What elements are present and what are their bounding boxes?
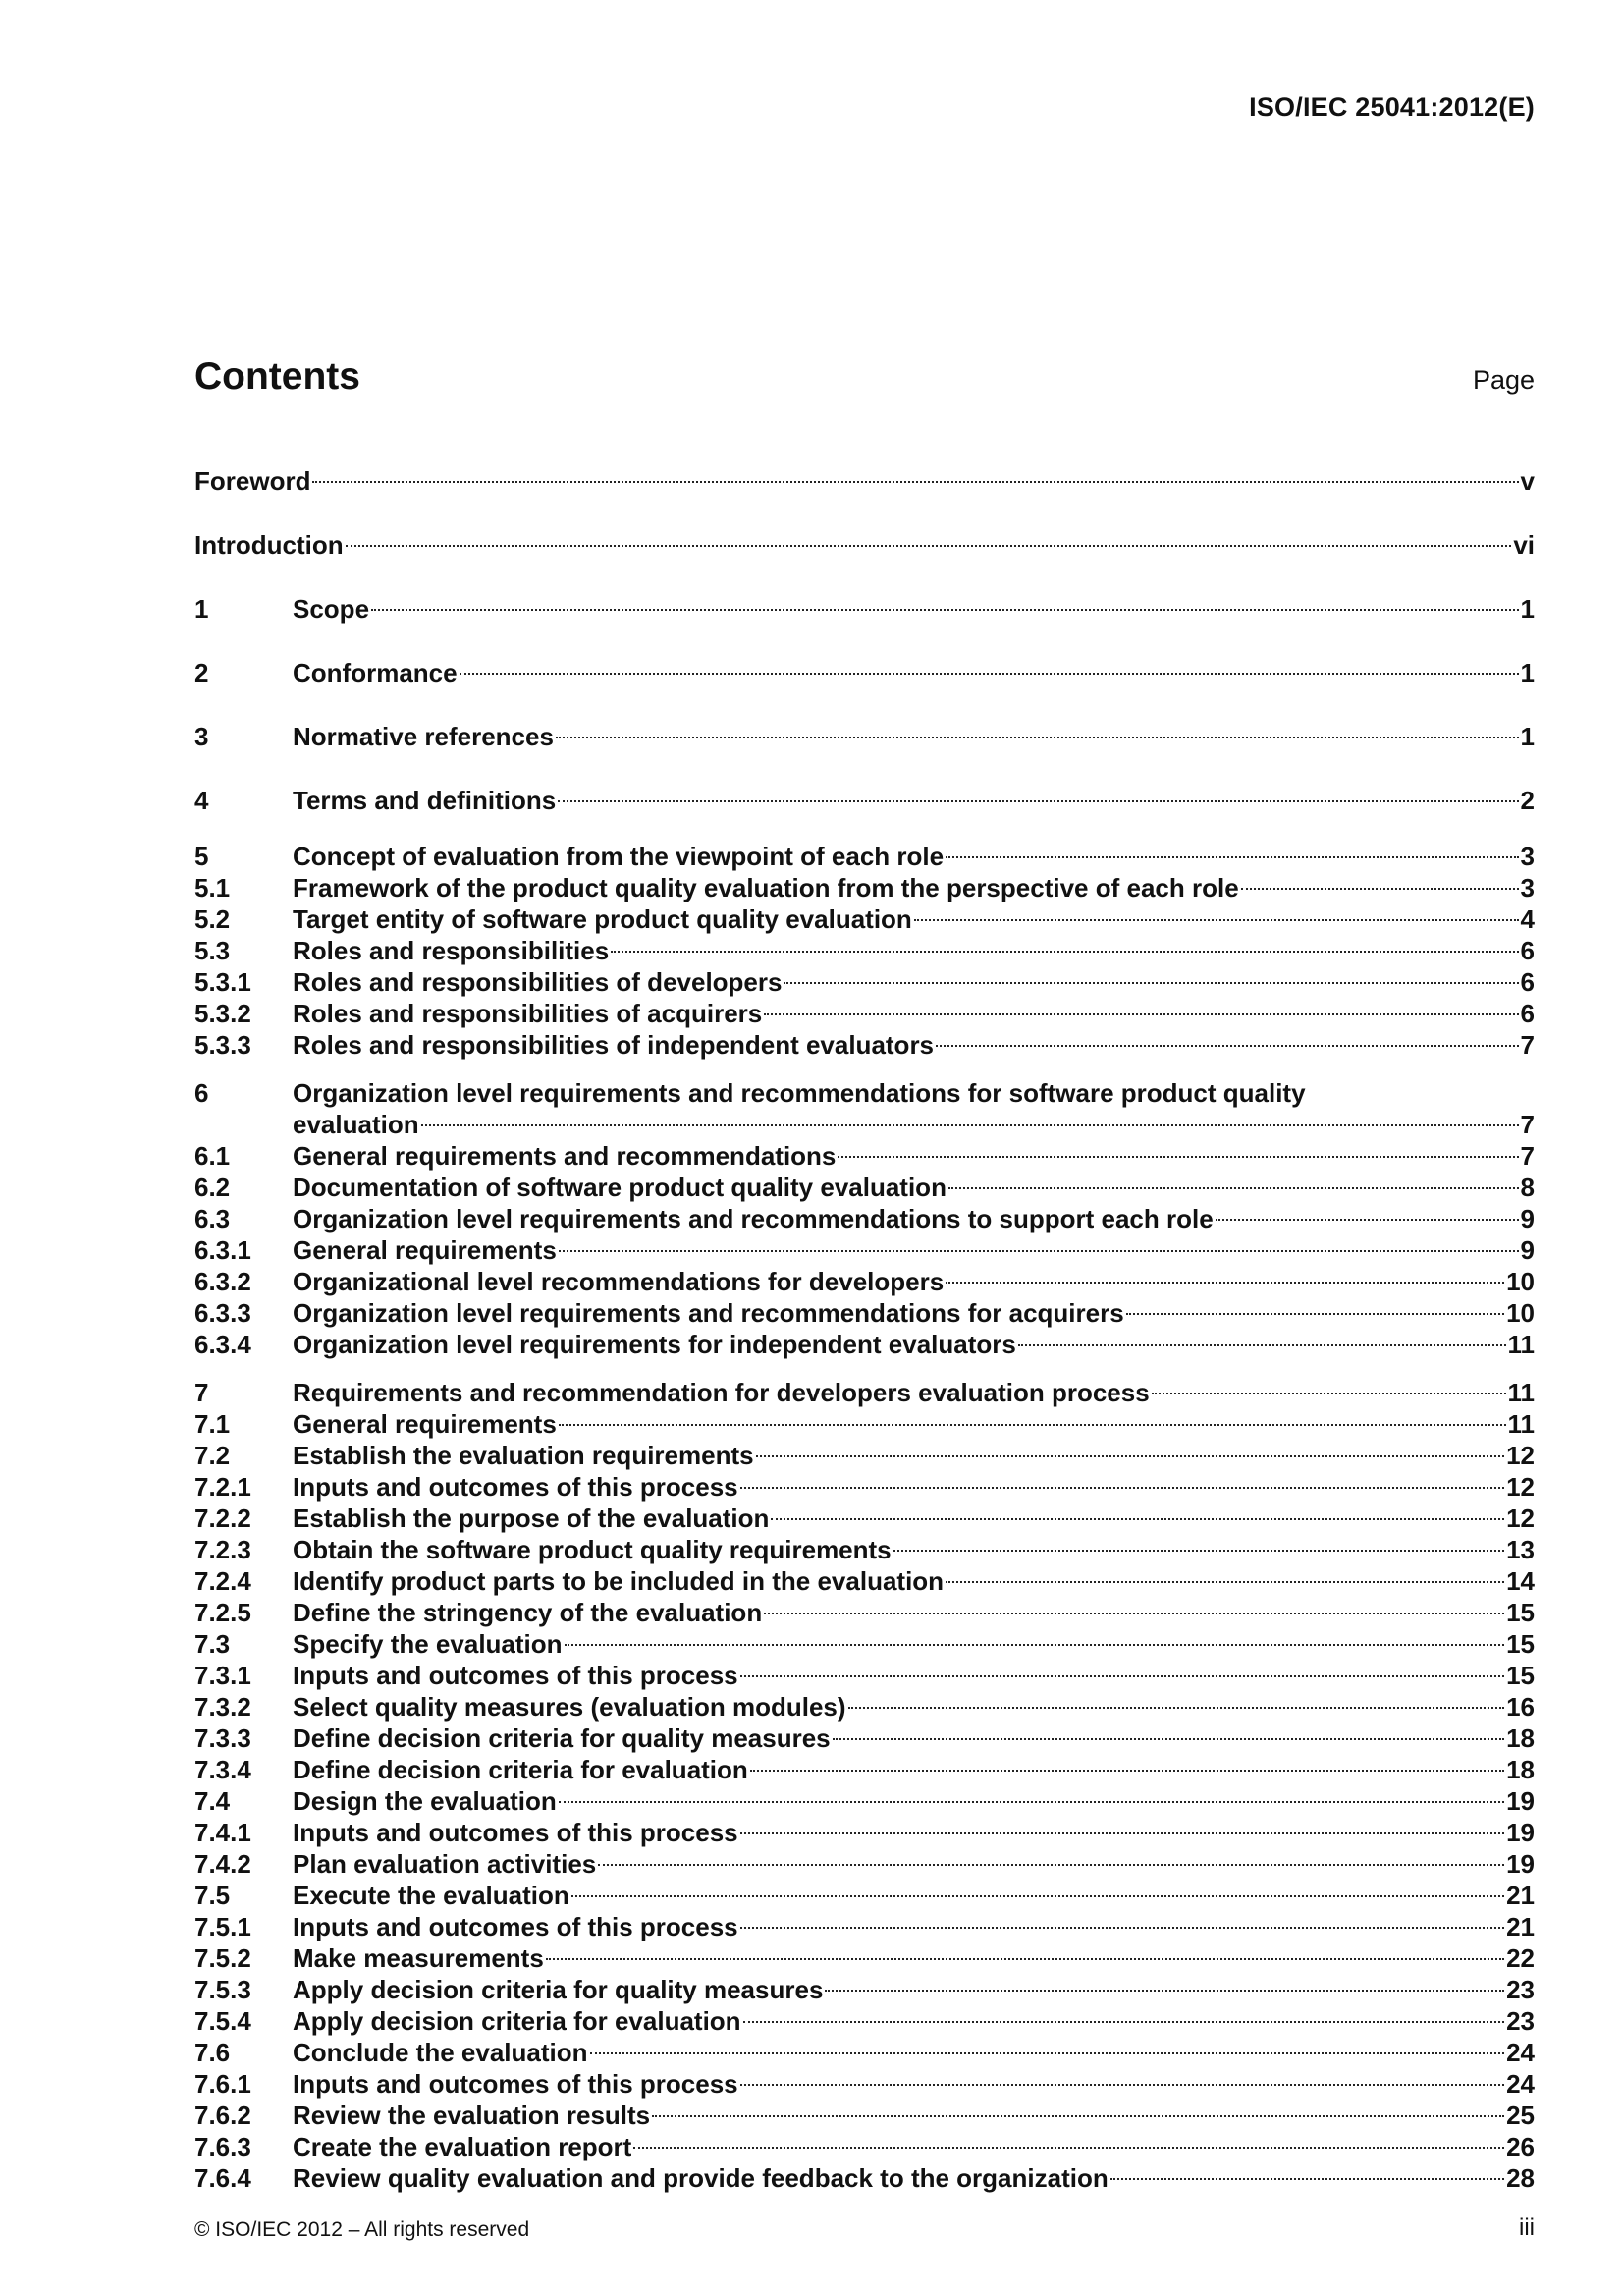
toc-entry-title: Conclude the evaluation — [293, 2038, 588, 2067]
toc-entry-title: Organization level requirements and recommendations for acquirers — [293, 1298, 1124, 1328]
toc-entry-title: Identify product parts to be included in the evaluation — [293, 1566, 945, 1596]
toc-entry-title: Concept of evaluation from the viewpoint of each role — [293, 842, 945, 871]
toc-entry-page: 19 — [1506, 1786, 1535, 1816]
dot-leader — [833, 1738, 1504, 1740]
toc-entry[interactable] — [194, 998, 1535, 1029]
toc-entry[interactable] — [194, 1329, 1535, 1360]
toc-entry[interactable] — [194, 1266, 1535, 1297]
toc-entry-number: 2 — [194, 658, 209, 687]
toc-entry-number: 7.3.4 — [194, 1755, 251, 1784]
toc-entry-title: Create the evaluation report — [293, 2132, 632, 2161]
toc-entry-page: 28 — [1506, 2163, 1535, 2193]
toc-entry-page: 1 — [1520, 658, 1535, 687]
toc-group — [194, 841, 1535, 1061]
toc-entry-page: 16 — [1506, 1692, 1535, 1722]
dot-leader — [838, 1156, 1518, 1158]
toc-entry[interactable] — [194, 521, 1535, 569]
toc-entry-page: 10 — [1506, 1267, 1535, 1296]
toc-entry-page: 9 — [1520, 1235, 1535, 1265]
toc-entry[interactable] — [194, 1297, 1535, 1329]
dot-leader — [1126, 1313, 1504, 1315]
toc-entry-title: Obtain the software product quality requirements — [293, 1535, 892, 1564]
toc-entry[interactable] — [194, 1911, 1535, 1942]
toc-entry-number: 7.6 — [194, 2038, 231, 2067]
toc-entry-page: 10 — [1506, 1298, 1535, 1328]
toc-entry-number: 6.3.2 — [194, 1267, 251, 1296]
dot-leader — [312, 481, 1518, 483]
toc-entry[interactable] — [194, 1565, 1535, 1597]
toc-entry-page: 11 — [1507, 1330, 1535, 1359]
toc-entry-title: Define decision criteria for quality measures — [293, 1723, 831, 1753]
toc-entry-page: 14 — [1506, 1566, 1535, 1596]
toc-entry[interactable] — [194, 1848, 1535, 1880]
toc-entry[interactable] — [194, 872, 1535, 903]
toc-entry-title: Target entity of software product quality evaluation — [293, 904, 912, 934]
dot-leader — [571, 1895, 1504, 1897]
dot-leader — [1018, 1344, 1506, 1346]
toc-entry-number: 7.5.3 — [194, 1975, 251, 2004]
toc-entry-page: 3 — [1520, 842, 1535, 871]
toc-entry-title: Foreword — [194, 466, 311, 496]
dot-leader — [740, 1832, 1504, 1834]
toc-entry-page: 21 — [1506, 1912, 1535, 1941]
toc-entry-title: Roles and responsibilities of independent evaluators — [293, 1030, 935, 1060]
dot-leader — [598, 1864, 1504, 1866]
toc-entry-title: Establish the purpose of the evaluation — [293, 1503, 770, 1533]
copyright-notice: © ISO/IEC 2012 – All rights reserved — [194, 2218, 530, 2241]
toc-entry-page: 7 — [1520, 1141, 1535, 1171]
toc-entry-title: Inputs and outcomes of this process — [293, 1472, 738, 1502]
toc-entry-number: 7.2.1 — [194, 1472, 251, 1502]
toc-entry-page: 8 — [1520, 1173, 1535, 1202]
toc-entry[interactable] — [194, 2131, 1535, 2162]
toc-entry[interactable] — [194, 1234, 1535, 1266]
toc-entry-page: 18 — [1506, 1723, 1535, 1753]
dot-leader — [421, 1124, 1519, 1126]
toc-entry-page: 1 — [1520, 722, 1535, 751]
toc-entry-number: 7.3 — [194, 1629, 231, 1659]
toc-entry[interactable] — [194, 1660, 1535, 1691]
toc-entry-number: 7.5 — [194, 1881, 231, 1910]
toc-entry-title: Apply decision criteria for quality measures — [293, 1975, 824, 2004]
toc-entry-number: 6.3.3 — [194, 1298, 251, 1328]
dot-leader — [1152, 1393, 1506, 1394]
toc-group — [194, 585, 1535, 632]
toc-entry[interactable] — [194, 1377, 1535, 1408]
toc-entry-page: 1 — [1520, 594, 1535, 624]
toc-entry-number: 7 — [194, 1378, 209, 1407]
page-number: iii — [1519, 2214, 1535, 2241]
toc-entry-number: 6.3.1 — [194, 1235, 251, 1265]
toc-entry-number: 7.6.4 — [194, 2163, 251, 2193]
dot-leader — [771, 1518, 1504, 1520]
toc-entry-page: 18 — [1506, 1755, 1535, 1784]
toc-entry-page: 26 — [1506, 2132, 1535, 2161]
toc-entry-page: 15 — [1506, 1598, 1535, 1627]
dot-leader — [460, 673, 1519, 675]
toc-entry-number: 5.3.1 — [194, 967, 251, 997]
dot-leader — [1241, 888, 1519, 890]
toc-entry-page: 22 — [1506, 1943, 1535, 1973]
toc-entry-number: 4 — [194, 786, 209, 815]
toc-entry-page: 2 — [1520, 786, 1535, 815]
toc-entry[interactable] — [194, 1754, 1535, 1785]
toc-entry-page: 12 — [1506, 1503, 1535, 1533]
toc-entry[interactable] — [194, 966, 1535, 998]
toc-entry-page: 6 — [1520, 999, 1535, 1028]
contents-title: Contents — [194, 355, 360, 398]
toc-entry-title: Introduction — [194, 530, 344, 560]
toc-entry-page: 3 — [1520, 873, 1535, 902]
toc-entry-page: 15 — [1506, 1661, 1535, 1690]
toc-entry-number: 7.2.3 — [194, 1535, 251, 1564]
toc-entry-number: 5 — [194, 842, 209, 871]
toc-entry[interactable] — [194, 935, 1535, 966]
toc-entry-page: 13 — [1506, 1535, 1535, 1564]
toc-entry[interactable] — [194, 2068, 1535, 2100]
dot-leader — [1110, 2178, 1504, 2180]
toc-group — [194, 1377, 1535, 2194]
toc-entry-title: General requirements — [293, 1409, 557, 1439]
toc-entry[interactable] — [194, 1077, 1535, 1109]
toc-entry-number: 5.3 — [194, 936, 231, 965]
toc-entry-number: 7.4.2 — [194, 1849, 251, 1879]
toc-entry-page: v — [1520, 466, 1535, 496]
dot-leader — [936, 1045, 1519, 1047]
toc-entry-title: Normative references — [293, 722, 554, 751]
toc-entry-number: 7.2.2 — [194, 1503, 251, 1533]
dot-leader — [633, 2147, 1504, 2149]
toc-entry-title: Review the evaluation results — [293, 2101, 651, 2130]
toc-entry-title: Requirements and recommendation for developers evaluation process — [293, 1378, 1150, 1407]
toc-entry[interactable] — [194, 2162, 1535, 2194]
toc-entry-continuation[interactable] — [194, 1109, 1535, 1140]
toc-entry-page: 19 — [1506, 1818, 1535, 1847]
toc-entry-title: Define the stringency of the evaluation — [293, 1598, 763, 1627]
toc-entry-page: 24 — [1506, 2069, 1535, 2099]
toc-entry-page: 12 — [1506, 1441, 1535, 1470]
toc-entry-title: Roles and responsibilities of acquirers — [293, 999, 763, 1028]
toc-entry[interactable] — [194, 1691, 1535, 1722]
toc-entry-title-continuation: evaluation — [293, 1110, 419, 1139]
toc-entry[interactable] — [194, 1029, 1535, 1061]
dot-leader — [764, 1613, 1504, 1614]
toc-entry-title: Define decision criteria for evaluation — [293, 1755, 748, 1784]
toc-entry-number: 1 — [194, 594, 209, 624]
toc-entry[interactable] — [194, 841, 1535, 872]
toc-entry-title: Organization level requirements for independent evaluators — [293, 1330, 1016, 1359]
toc-entry-number: 7.5.1 — [194, 1912, 251, 1941]
toc-entry-number: 5.3.2 — [194, 999, 251, 1028]
toc-entry-number: 6.2 — [194, 1173, 231, 1202]
toc-entry-number: 7.5.2 — [194, 1943, 251, 1973]
toc-group — [194, 649, 1535, 696]
dot-leader — [559, 1250, 1519, 1252]
dot-leader — [948, 1187, 1519, 1189]
toc-entry[interactable] — [194, 1597, 1535, 1628]
dot-leader — [558, 800, 1518, 802]
toc-entry[interactable] — [194, 1534, 1535, 1565]
toc-entry-number: 7.4.1 — [194, 1818, 251, 1847]
toc-entry-page: 25 — [1506, 2101, 1535, 2130]
toc-group — [194, 777, 1535, 824]
dot-leader — [750, 1770, 1504, 1772]
toc-entry-title: Inputs and outcomes of this process — [293, 1912, 738, 1941]
toc-entry[interactable] — [194, 1785, 1535, 1817]
toc-entry-page: 21 — [1506, 1881, 1535, 1910]
toc-entry-title: Review quality evaluation and provide feedback to the organization — [293, 2163, 1109, 2193]
toc-entry-title: Apply decision criteria for evaluation — [293, 2006, 741, 2036]
toc-entry-number: 6 — [194, 1078, 209, 1108]
toc-entry-title: Scope — [293, 594, 370, 624]
toc-group — [194, 458, 1535, 505]
toc-entry-number: 7.5.4 — [194, 2006, 251, 2036]
toc-entry[interactable] — [194, 713, 1535, 760]
toc-entry-title: Inputs and outcomes of this process — [293, 1818, 738, 1847]
page-column-label: Page — [1472, 365, 1535, 395]
toc-entry-title: Design the evaluation — [293, 1786, 557, 1816]
toc-entry-number: 7.6.3 — [194, 2132, 251, 2161]
toc-entry[interactable] — [194, 649, 1535, 696]
toc-entry[interactable] — [194, 903, 1535, 935]
toc-entry[interactable] — [194, 2005, 1535, 2037]
toc-entry[interactable] — [194, 1942, 1535, 1974]
toc-entry-title: Establish the evaluation requirements — [293, 1441, 754, 1470]
dot-leader — [914, 919, 1519, 921]
toc-entry[interactable] — [194, 458, 1535, 505]
toc-entry-number: 7.2.5 — [194, 1598, 251, 1627]
dot-leader — [743, 2021, 1505, 2023]
toc-entry-number: 3 — [194, 722, 209, 751]
document-identifier: ISO/IEC 25041:2012(E) — [1249, 92, 1535, 122]
toc-entry-title: Inputs and outcomes of this process — [293, 1661, 738, 1690]
dot-leader — [825, 1990, 1504, 1992]
toc-entry[interactable] — [194, 1974, 1535, 2005]
dot-leader — [946, 1282, 1504, 1284]
toc-entry-title: General requirements — [293, 1235, 557, 1265]
toc-entry-title: Specify the evaluation — [293, 1629, 563, 1659]
dot-leader — [946, 856, 1518, 858]
dot-leader — [740, 2084, 1504, 2086]
toc-entry-number: 5.1 — [194, 873, 231, 902]
toc-entry-page: 12 — [1506, 1472, 1535, 1502]
dot-leader — [652, 2115, 1504, 2117]
toc-entry-page: 15 — [1506, 1629, 1535, 1659]
toc-entry-title: Roles and responsibilities of developers — [293, 967, 783, 997]
dot-leader — [893, 1550, 1504, 1552]
toc-entry-page: 11 — [1507, 1409, 1535, 1439]
toc-entry[interactable] — [194, 1172, 1535, 1203]
dot-leader — [565, 1644, 1505, 1646]
toc-entry-title: Conformance — [293, 658, 458, 687]
dot-leader — [848, 1707, 1505, 1709]
toc-entry-page: 4 — [1520, 904, 1535, 934]
toc-entry[interactable] — [194, 1817, 1535, 1848]
toc-entry-number: 7.2.4 — [194, 1566, 251, 1596]
toc-entry-title: Plan evaluation activities — [293, 1849, 597, 1879]
toc-entry[interactable] — [194, 1140, 1535, 1172]
toc-entry-page: 9 — [1520, 1204, 1535, 1233]
dot-leader — [559, 1801, 1504, 1803]
toc-entry-number: 7.2 — [194, 1441, 231, 1470]
toc-entry[interactable] — [194, 2100, 1535, 2131]
toc-entry-number: 7.6.2 — [194, 2101, 251, 2130]
dot-leader — [346, 545, 1512, 547]
dot-leader — [764, 1013, 1518, 1015]
dot-leader — [740, 1927, 1504, 1929]
toc-entry[interactable] — [194, 1880, 1535, 1911]
toc-entry-number: 7.3.3 — [194, 1723, 251, 1753]
toc-entry-number: 7.3.2 — [194, 1692, 251, 1722]
toc-entry[interactable] — [194, 1471, 1535, 1503]
toc-entry-number: 7.3.1 — [194, 1661, 251, 1690]
dot-leader — [556, 737, 1519, 738]
toc-group — [194, 1077, 1535, 1360]
toc-entry[interactable] — [194, 1408, 1535, 1440]
toc-entry-number: 6.1 — [194, 1141, 231, 1171]
dot-leader — [740, 1487, 1504, 1489]
dot-leader — [590, 2052, 1505, 2054]
dot-leader — [784, 982, 1518, 984]
toc-entry-title: Inputs and outcomes of this process — [293, 2069, 738, 2099]
toc-entry[interactable] — [194, 2037, 1535, 2068]
toc-entry-number: 6.3 — [194, 1204, 231, 1233]
toc-entry[interactable] — [194, 1503, 1535, 1534]
toc-entry-title: Organization level requirements and recommendations for software product quality — [293, 1078, 1306, 1108]
toc-entry-number: 5.2 — [194, 904, 231, 934]
toc-entry-page: 7 — [1520, 1030, 1535, 1060]
toc-entry-number: 6.3.4 — [194, 1330, 251, 1359]
dot-leader — [611, 951, 1518, 953]
toc-group — [194, 713, 1535, 760]
dot-leader — [546, 1958, 1504, 1960]
toc-entry-title: Documentation of software product quality evaluation — [293, 1173, 947, 1202]
toc-entry-number: 7.6.1 — [194, 2069, 251, 2099]
toc-entry-page: 6 — [1520, 936, 1535, 965]
dot-leader — [1216, 1219, 1519, 1221]
toc-entry[interactable] — [194, 1440, 1535, 1471]
toc-entry-page: 7 — [1520, 1110, 1535, 1139]
toc-entry-page: 6 — [1520, 967, 1535, 997]
toc-entry-title: General requirements and recommendations — [293, 1141, 837, 1171]
toc-entry[interactable] — [194, 1203, 1535, 1234]
toc-entry[interactable] — [194, 1628, 1535, 1660]
dot-leader — [946, 1581, 1504, 1583]
toc-entry-title: Execute the evaluation — [293, 1881, 569, 1910]
toc-entry-title: Organization level requirements and recommendations to support each role — [293, 1204, 1214, 1233]
toc-entry[interactable] — [194, 1722, 1535, 1754]
toc-entry-number: 7.1 — [194, 1409, 231, 1439]
toc-entry-title: Terms and definitions — [293, 786, 557, 815]
toc-group — [194, 521, 1535, 569]
dot-leader — [559, 1424, 1506, 1426]
toc-entry-page: 23 — [1506, 1975, 1535, 2004]
toc-entry-title: Organizational level recommendations for developers — [293, 1267, 945, 1296]
toc-entry-number: 7.4 — [194, 1786, 231, 1816]
dot-leader — [756, 1455, 1505, 1457]
toc-entry-page: vi — [1513, 530, 1535, 560]
toc-entry[interactable] — [194, 777, 1535, 824]
toc-entry-title: Select quality measures (evaluation modules) — [293, 1692, 846, 1722]
toc-entry[interactable] — [194, 585, 1535, 632]
toc-entry-title: Framework of the product quality evaluation from the perspective of each role — [293, 873, 1239, 902]
toc-entry-title: Roles and responsibilities — [293, 936, 610, 965]
contents-header — [194, 355, 1535, 405]
toc-entry-page: 23 — [1506, 2006, 1535, 2036]
toc-entry-page: 11 — [1507, 1378, 1535, 1407]
table-of-contents — [194, 458, 1535, 2211]
dot-leader — [740, 1675, 1504, 1677]
toc-entry-page: 19 — [1506, 1849, 1535, 1879]
toc-entry-page: 24 — [1506, 2038, 1535, 2067]
toc-entry-title: Make measurements — [293, 1943, 544, 1973]
dot-leader — [371, 609, 1519, 611]
toc-entry-number: 5.3.3 — [194, 1030, 251, 1060]
